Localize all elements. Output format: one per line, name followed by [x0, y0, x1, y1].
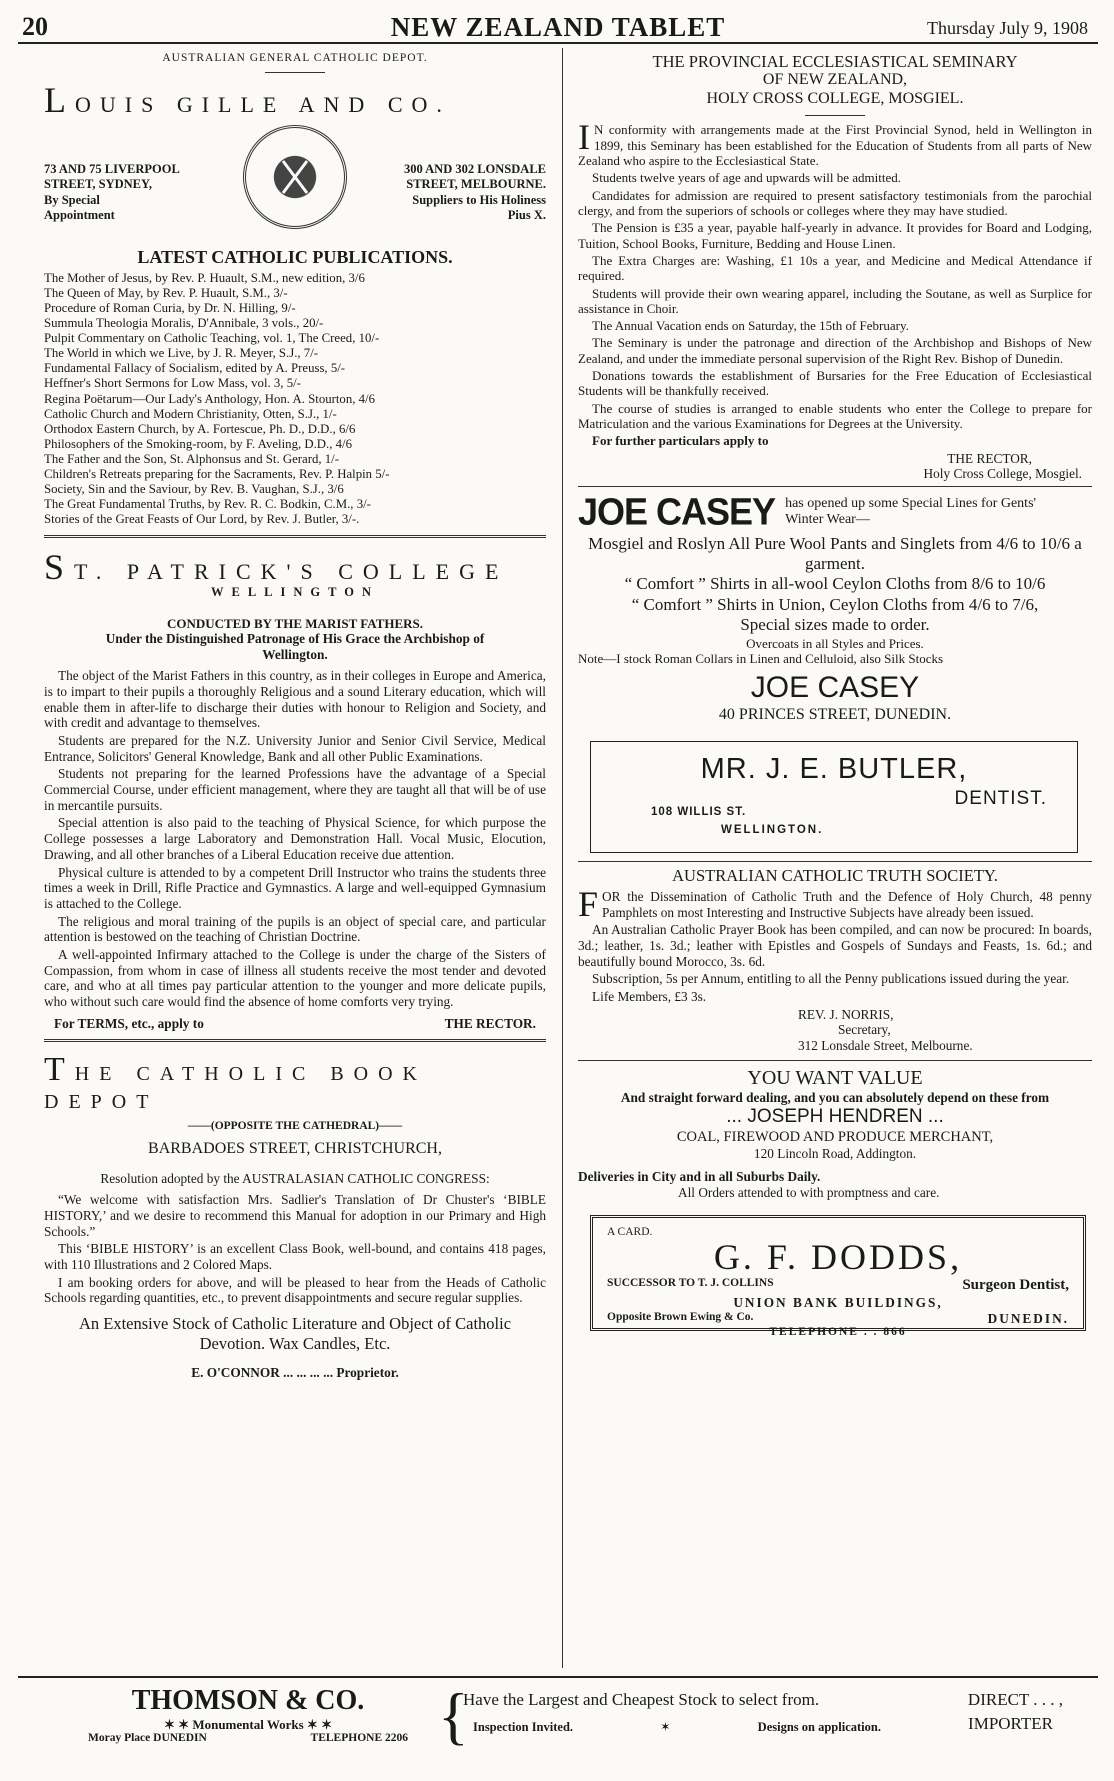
- casey-overcoats: Overcoats in all Styles and Prices.: [746, 635, 924, 651]
- seminary-paragraph: Students twelve years of age and upwards will be admitted.: [592, 170, 902, 186]
- book-item: The Father and the Son, St. Alphonsus and St. Gerard, 1/-: [44, 451, 340, 466]
- bookdepot-street: BARBADOES STREET, CHRISTCHURCH,: [148, 1139, 442, 1157]
- gille-suppliers: Suppliers to His Holiness Pius X.: [412, 193, 546, 222]
- truth-life-members: Life Members, £3 3s.: [592, 989, 707, 1005]
- divider: [578, 861, 1092, 862]
- book-item: Regina Poëtarum—Our Lady's Anthology, Hon. A. Stourton, 4/6: [44, 391, 375, 406]
- book-item: The Great Fundamental Truths, by Rev. R. C. Bodkin, C.M., 3/-: [44, 497, 371, 512]
- dodds-name: G. F. DODDS,: [713, 1237, 963, 1278]
- dodds-profession: Surgeon Dentist,: [962, 1277, 1069, 1294]
- gille-special-appointment: By Special Appointment: [44, 193, 115, 222]
- book-item: Philosophers of the Smoking-room, by F. Aveling, D.D., 4/6: [44, 436, 352, 451]
- dodds-building: UNION BANK BUILDINGS,: [733, 1294, 943, 1310]
- dodds-opposite: Opposite Brown Ewing & Co.: [607, 1310, 754, 1323]
- stpatricks-rector: THE RECTOR.: [444, 1015, 536, 1031]
- butler-name: MR. J. E. BUTLER,: [700, 752, 968, 785]
- stpatricks-paragraph: Students not preparing for the learned Professions have the advantage of a Special Commercial Course, under efficient management, where they are taught all that will be of use in mercantile pursuits.: [44, 766, 546, 813]
- hendren-orders: All Orders attended to with promptness and care.: [678, 1185, 940, 1201]
- butler-profession: DENTIST.: [954, 787, 1047, 809]
- divider: [44, 535, 546, 538]
- dodds-row-2: [607, 1311, 1069, 1327]
- dodds-city: DUNEDIN.: [987, 1310, 1069, 1326]
- truth-subscription: Subscription, 5s per Annum, entitling to all the Penny publications issued during the year.: [592, 971, 1070, 987]
- publications-heading: LATEST CATHOLIC PUBLICATIONS.: [137, 246, 453, 267]
- book-item: Heffner's Short Sermons for Low Mass, vol. 3, 5/-: [44, 376, 301, 391]
- casey-line: Mosgiel and Roslyn All Pure Wool Pants and Singlets from 4/6 to 10/6 a garment.: [588, 533, 1082, 574]
- seminary-first-text: N conformity with arrangements made at the First Provincial Synod, held in Wellington in 1899, this Seminary has been established for the Education of Students from all parts of New Zealand who aspire to the Ecclesiastical State.: [578, 122, 1092, 168]
- star-icon: ✶: [660, 1720, 671, 1735]
- butler-advert: [590, 741, 1078, 853]
- divider: [265, 72, 325, 73]
- seminary-first-paragraph: [578, 117, 1092, 168]
- seminary-paragraph: The Seminary is under the patronage and direction of the Archbishop and Bishops of New Zealand, and under the immediate personal supervision of the Right Rev. Bishop of Dunedin.: [578, 335, 1092, 366]
- hendren-address: 120 Lincoln Road, Addington.: [753, 1145, 917, 1161]
- casey-line: “ Comfort ” Shirts in Union, Ceylon Cloths from 4/6 to 7/6,: [631, 594, 1039, 614]
- newspaper-page: [18, 8, 1098, 1773]
- dodds-card: A CARD.: [607, 1225, 653, 1238]
- truth-prayer-book: An Australian Catholic Prayer Book has been compiled, and can now be procured: In boards, 3d.; leather, 1s. 3d.; leather with Epistles and Gospels of Sundays and Feasts, 1s. 6d.; and beautifully bound Morocco, 3s. 6d.: [578, 922, 1092, 969]
- bookdepot-initial: T: [44, 1051, 75, 1089]
- stpatricks-paragraph: Students are prepared for the N.Z. University Junior and Senior Civil Service, Medical Entrance, Solicitors' General Knowledge, Bank and all other Public Examinations.: [44, 733, 546, 764]
- stpatricks-city: WELLINGTON: [211, 584, 379, 599]
- seminary-rector: THE RECTOR,: [947, 450, 1032, 466]
- casey-advert: [578, 491, 1092, 724]
- papal-keys-icon: [265, 147, 325, 207]
- stpatricks-paragraph: A well-appointed Infirmary attached to the College is under the charge of the Sisters of Compassion, from whom in case of illness all students receive the most tender and devoted care, and who at all times pay particular attention to the younger and more delicate pupils, who without such care would find the absence of home comforts very trying.: [44, 946, 546, 1010]
- book-item: Catholic Church and Modern Christianity, Otten, S.J., 1/-: [44, 406, 337, 421]
- seminary-heading: THE PROVINCIAL ECCLESIASTICAL SEMINARY: [652, 52, 1018, 71]
- casey-note: Note—I stock Roman Collars in Linen and Celluloid, also Silk Stocks: [578, 650, 944, 666]
- butler-street: 108 WILLIS ST.: [651, 805, 747, 818]
- stpatricks-terms-row: [44, 1016, 546, 1032]
- bookdepot-proprietor: E. O'CONNOR ... ... ... ... Proprietor.: [191, 1364, 399, 1380]
- casey-address: 40 PRINCES STREET, DUNEDIN.: [718, 705, 952, 723]
- thomson-designs: Designs on application.: [757, 1720, 881, 1735]
- truth-signature: [578, 1007, 1092, 1054]
- gille-name: [44, 79, 546, 121]
- hendren-name: ... JOSEPH HENDREN ...: [726, 1106, 944, 1128]
- book-item: Fundamental Fallacy of Socialism, edited by A. Preuss, 5/-: [44, 361, 346, 376]
- bookdepot-title: [44, 1050, 546, 1114]
- right-column: [578, 52, 1092, 1339]
- dodds-advert: [590, 1215, 1086, 1339]
- stpatricks-conducted: CONDUCTED BY THE MARIST FATHERS.: [166, 615, 424, 631]
- newspaper-title: NEW ZEALAND TABLET: [390, 12, 726, 42]
- thomson-bottom-row: [463, 1714, 1093, 1735]
- bookdepot-stock: An Extensive Stock of Catholic Literature and Object of Catholic Devotion. Wax Candles, Etc.: [78, 1314, 512, 1353]
- thomson-inspection: Inspection Invited.: [473, 1720, 574, 1735]
- papal-seal-icon: [243, 125, 347, 229]
- stpatricks-title: [44, 546, 546, 588]
- casey-name: JOE CASEY: [578, 490, 776, 534]
- stpatricks-initial: S: [44, 547, 75, 588]
- hendren-heading: YOU WANT VALUE: [747, 1066, 923, 1089]
- seminary-subheading-1: OF NEW ZEALAND,: [762, 71, 908, 89]
- bookdepot-resolution: Resolution adopted by the AUSTRALASIAN CATHOLIC CONGRESS:: [100, 1170, 490, 1186]
- seminary-paragraph: Donations towards the establishment of Bursaries for the Free Education of Ecclesiastical Students will be thankfully received.: [578, 368, 1092, 399]
- stpatricks-name: T. PATRICK'S COLLEGE: [74, 559, 509, 585]
- book-item: The Queen of May, by Rev. P. Huault, S.M., 3/-: [44, 285, 288, 300]
- hendren-sub: And straight forward dealing, and you can absolutely depend on these from: [620, 1090, 1050, 1106]
- dodds-successor: SUCCESSOR TO T. J. COLLINS: [607, 1277, 774, 1290]
- truth-initial: F: [578, 883, 599, 924]
- casey-lines: [578, 534, 1092, 636]
- bookdepot-booking: I am booking orders for above, and will be pleased to hear from the Heads of Catholic Schools regarding quantities, etc., to prevent disappointments and secure regular supplies.: [44, 1274, 546, 1306]
- gille-kicker: AUSTRALIAN GENERAL CATHOLIC DEPOT.: [162, 52, 428, 64]
- masthead: [18, 8, 1098, 44]
- book-item: Pulpit Commentary on Catholic Teaching, vol. 1, The Creed, 10/-: [44, 331, 380, 346]
- divider: [578, 1060, 1092, 1061]
- book-item: The Mother of Jesus, by Rev. P. Huault, S.M., new edition, 3/6: [44, 270, 365, 285]
- seminary-body: [578, 117, 1092, 449]
- bookdepot-name: HE CATHOLIC BOOK DEPOT: [44, 1063, 427, 1113]
- seminary-paragraph: Students will provide their own wearing apparel, including the Soutane, as well as Surplice for assistance in Choir.: [578, 285, 1092, 316]
- gille-melbourne-address: 300 AND 302 LONSDALE STREET, MELBOURNE.: [403, 162, 546, 192]
- stpatricks-paragraph: Special attention is also paid to the teaching of Physical Science, for which purpose the College possesses a large Laboratory and Demonstration Hall. Vocal Music, Elocution, Drawing, and all other branches of a Liberal Education receive due attention.: [44, 815, 546, 862]
- truth-signatory: REV. J. NORRIS,: [798, 1006, 894, 1022]
- stpatricks-paragraph: The religious and moral training of the pupils is an object of special care, and particular attention is bestowed on the teaching of Christian Doctrine.: [44, 913, 546, 945]
- casey-name-large: JOE CASEY: [750, 671, 920, 705]
- thomson-phone: TELEPHONE 2206: [310, 1732, 408, 1745]
- thomson-name: THOMSON & CO.: [131, 1685, 365, 1716]
- book-item: Procedure of Roman Curia, by Dr. N. Hilling, 9/-: [44, 300, 296, 315]
- bookdepot-description: This ‘BIBLE HISTORY’ is an excellent Class Book, well-bound, and contains 418 pages, with 110 Illustrations and 2 Colored Maps.: [44, 1241, 546, 1272]
- truth-first-text: OR the Dissemination of Catholic Truth and the Defence of Holy Church, 48 penny Pamphlets on most Interesting and Instructive Subjects have already been issued.: [602, 888, 1092, 920]
- gille-name-rest: OUIS GILLE AND CO.: [75, 91, 451, 117]
- casey-opened: has opened up some Special Lines for Gents' Winter Wear—: [785, 495, 1037, 528]
- hendren-trade: COAL, FIREWOOD AND PRODUCE MERCHANT,: [676, 1128, 994, 1145]
- divider: [578, 486, 1092, 487]
- thomson-place-row: [88, 1732, 408, 1746]
- stpatricks-advert: [44, 546, 546, 1031]
- thomson-works: ✶ ✶ Monumental Works ✶ ✶: [164, 1717, 332, 1733]
- truth-advert: [578, 866, 1092, 1054]
- book-item: The World in which we Live, by J. R. Meyer, S.J., 7/-: [44, 346, 319, 361]
- truth-first-paragraph: [578, 883, 1092, 924]
- thomson-importer: IMPORTER: [968, 1714, 1053, 1734]
- bookdepot-advert: [44, 1050, 546, 1380]
- book-item: Orthodox Eastern Church, by A. Fortescue, Ph. D., D.D., 6/6: [44, 421, 356, 436]
- dodds-telephone: TELEPHONE . . 866: [769, 1326, 907, 1339]
- casey-line: Special sizes made to order.: [740, 615, 930, 635]
- book-list: [44, 271, 546, 528]
- seminary-paragraph: The Extra Charges are: Washing, £1 10s a year, and Medicine and Medical Attendance if required.: [578, 252, 1092, 284]
- thomson-stock: Have the Largest and Cheapest Stock to select from.: [463, 1690, 820, 1709]
- thomson-right: [463, 1690, 1093, 1735]
- truth-address: 312 Lonsdale Street, Melbourne.: [798, 1038, 973, 1054]
- dodds-row-1: [607, 1277, 1069, 1295]
- truth-body: [578, 883, 1092, 1005]
- stpatricks-patronage: Under the Distinguished Patronage of His Grace the Archbishop of Wellington.: [105, 630, 485, 662]
- issue-date: Thursday July 9, 1908: [927, 18, 1088, 38]
- butler-city: WELLINGTON.: [721, 823, 824, 836]
- stpatricks-paragraph: Physical culture is attended to by a competent Drill Instructor who trains the students three times a week in Drill, Rifle Practice and Gymnastics. A large and well-equipped Gymnasium is attached to the College.: [44, 864, 546, 911]
- bookdepot-opposite: ——(OPPOSITE THE CATHEDRAL)——: [187, 1120, 403, 1133]
- gille-sydney-address: 73 AND 75 LIVERPOOL STREET, SYDNEY,: [44, 162, 180, 192]
- truth-heading: AUSTRALIAN CATHOLIC TRUTH SOCIETY.: [672, 865, 998, 885]
- divider: [805, 115, 865, 116]
- thomson-place: Moray Place DUNEDIN: [88, 1732, 207, 1745]
- seminary-initial: I: [578, 117, 590, 158]
- seminary-paragraph: The course of studies is arranged to enable students who enter the College to prepare for Matriculation and the various Examinations for Degrees at the University.: [578, 400, 1092, 432]
- seminary-college: Holy Cross College, Mosgiel.: [923, 466, 1082, 482]
- casey-header: [578, 491, 1092, 533]
- book-item: Summula Theologia Moralis, D'Annibale, 3 vols., 20/-: [44, 316, 324, 331]
- seminary-subheading-2: HOLY CROSS COLLEGE, MOSGIEL.: [706, 90, 964, 108]
- left-column: [44, 52, 546, 1381]
- book-item: Society, Sin and the Saviour, by Rev. B. Vaughan, S.J., 3/6: [44, 482, 344, 497]
- thomson-left: [88, 1684, 408, 1746]
- casey-line: “ Comfort ” Shirts in all-wool Ceylon Cloths from 8/6 to 10/6: [624, 574, 1046, 594]
- gille-advert: [44, 52, 546, 527]
- thomson-direct: DIRECT . . . ,: [967, 1690, 1063, 1709]
- seminary-paragraph: The Pension is £35 a year, payable half-yearly in advance. It provides for Board and Lodging, Tuition, School Books, Furniture, Bedding and House Linen.: [578, 220, 1092, 251]
- bookdepot-quote: “We welcome with satisfaction Mrs. Sadlier's Translation of Dr Chuster's ‘BIBLE HISTORY,’ and we desire to recommend this Manual for adoption in our Primary and High Schools.”: [44, 1192, 546, 1239]
- hendren-advert: [578, 1067, 1092, 1201]
- truth-role: Secretary,: [838, 1022, 891, 1038]
- thomson-stock-row: [463, 1690, 1093, 1710]
- thomson-advert: [18, 1676, 1098, 1771]
- seminary-paragraph: Candidates for admission are required to present satisfactory testimonials from the parochial clergy, and from the superiors of schools or colleges where they may have studied.: [578, 187, 1092, 218]
- book-item: Stories of the Great Feasts of Our Lord, by Rev. J. Butler, 3/-.: [44, 512, 360, 527]
- seminary-apply: For further particulars apply to: [592, 433, 769, 449]
- page-number: 20: [22, 12, 48, 41]
- stpatricks-paragraph: The object of the Marist Fathers in this country, as in their colleges in Europe and America, is to impart to their pupils a thoroughly Religious and a sound Literary education, which will enable them in after-life to discharge their duties with honour to Religion and Society, and with credit and advantage to themselves.: [44, 668, 546, 731]
- seminary-paragraph: The Annual Vacation ends on Saturday, the 15th of February.: [592, 318, 909, 334]
- stpatricks-terms: For TERMS, etc., apply to: [54, 1015, 204, 1031]
- bookdepot-body: [44, 1192, 546, 1306]
- book-item: Children's Retreats preparing for the Sacraments, Rev. P. Halpin 5/-: [44, 466, 390, 481]
- divider: [44, 1039, 546, 1042]
- gille-name-initial: L: [44, 79, 75, 120]
- column-divider: [562, 48, 563, 1668]
- brace-icon: {: [438, 1680, 469, 1751]
- stpatricks-body: [44, 668, 546, 1009]
- hendren-deliveries: Deliveries in City and in all Suburbs Daily.: [578, 1169, 821, 1185]
- seminary-advert: [578, 52, 1092, 482]
